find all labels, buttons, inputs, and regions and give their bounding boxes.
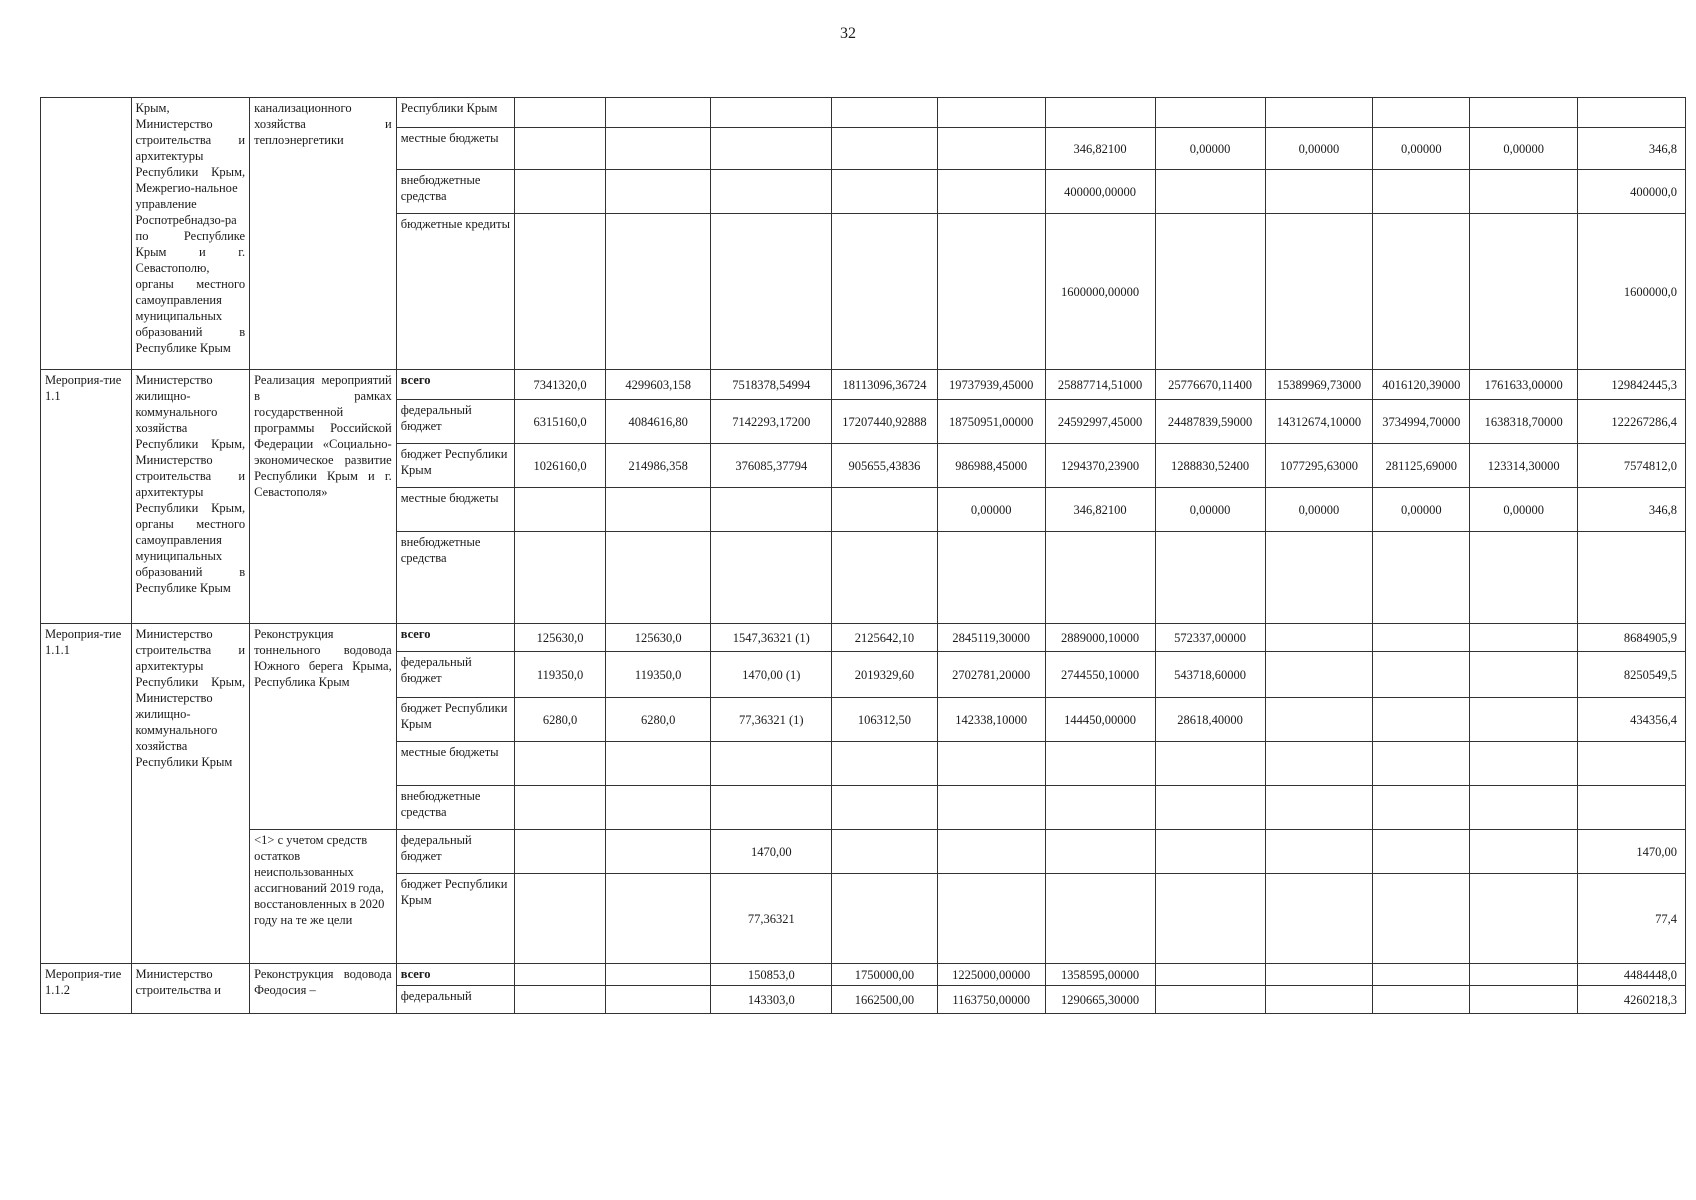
value-cell <box>711 786 832 830</box>
value-cell <box>1373 170 1470 214</box>
funding-source-cell: бюджет Республики Крым <box>396 874 515 964</box>
value-cell <box>1265 830 1373 874</box>
value-cell <box>1045 742 1155 786</box>
value-cell <box>605 488 711 532</box>
value-cell <box>937 128 1045 170</box>
value-cell: 4084616,80 <box>605 400 711 444</box>
value-cell <box>1155 742 1265 786</box>
funding-source-cell: всего <box>396 624 515 652</box>
value-cell <box>1155 830 1265 874</box>
value-cell: 77,36321 (1) <box>711 698 832 742</box>
value-cell: 346,8 <box>1578 128 1686 170</box>
value-cell: 1358595,00000 <box>1045 964 1155 986</box>
value-cell <box>1470 170 1578 214</box>
value-cell <box>515 986 606 1014</box>
note-cell: <1> с учетом средств остатков неиспользованных ассигнований 2019 года, восстановленных в 2020 году на те же цели <box>250 830 397 964</box>
value-cell: 4016120,39000 <box>1373 370 1470 400</box>
value-cell <box>937 532 1045 624</box>
value-cell <box>937 786 1045 830</box>
value-cell <box>1373 786 1470 830</box>
value-cell <box>711 128 832 170</box>
value-cell <box>1470 986 1578 1014</box>
value-cell: 1026160,0 <box>515 444 606 488</box>
value-cell <box>1265 624 1373 652</box>
value-cell: 7574812,0 <box>1578 444 1686 488</box>
value-cell <box>832 214 938 370</box>
value-cell <box>1470 98 1578 128</box>
value-cell <box>515 786 606 830</box>
value-cell <box>1265 874 1373 964</box>
value-cell: 144450,00000 <box>1045 698 1155 742</box>
value-cell <box>937 874 1045 964</box>
value-cell: 17207440,92888 <box>832 400 938 444</box>
value-cell: 7341320,0 <box>515 370 606 400</box>
value-cell <box>605 964 711 986</box>
executor-cell: Крым, Министерство строительства и архитектуры Республики Крым, Межрегио-нальное управление Роспотребнадзо-ра по Республике Крым и г. Севастополю, органы местного самоуправления муниципальных образований в Республике Крым <box>131 98 250 370</box>
value-cell: 4299603,158 <box>605 370 711 400</box>
value-cell <box>1045 98 1155 128</box>
funding-source-cell: бюджет Республики Крым <box>396 698 515 742</box>
value-cell: 123314,30000 <box>1470 444 1578 488</box>
value-cell <box>605 214 711 370</box>
value-cell: 3734994,70000 <box>1373 400 1470 444</box>
value-cell: 346,8 <box>1578 488 1686 532</box>
value-cell: 0,00000 <box>1155 128 1265 170</box>
value-cell <box>832 170 938 214</box>
value-cell <box>1373 742 1470 786</box>
value-cell <box>515 98 606 128</box>
executor-cell: Министерство жилищно-коммунального хозяйства Республики Крым, Министерство строительства и архитектуры Республики Крым, органы местного самоуправления муниципальных образований в Республике Крым <box>131 370 250 624</box>
budget-table <box>40 97 1686 1014</box>
value-cell <box>937 170 1045 214</box>
description-cell: канализационного хозяйства и теплоэнергетики <box>250 98 397 370</box>
value-cell <box>515 214 606 370</box>
value-cell: 4484448,0 <box>1578 964 1686 986</box>
funding-source-cell: местные бюджеты <box>396 128 515 170</box>
value-cell: 2702781,20000 <box>937 652 1045 698</box>
value-cell: 400000,00000 <box>1045 170 1155 214</box>
value-cell: 77,4 <box>1578 874 1686 964</box>
value-cell <box>1470 652 1578 698</box>
value-cell: 122267286,4 <box>1578 400 1686 444</box>
value-cell <box>1373 624 1470 652</box>
value-cell: 400000,0 <box>1578 170 1686 214</box>
table-row <box>41 964 1686 986</box>
measure-cell: Мероприя-тие 1.1.1 <box>41 624 132 964</box>
value-cell <box>937 830 1045 874</box>
value-cell: 1750000,00 <box>832 964 938 986</box>
value-cell <box>1045 830 1155 874</box>
value-cell: 1470,00 <box>1578 830 1686 874</box>
value-cell <box>832 786 938 830</box>
value-cell <box>515 964 606 986</box>
value-cell <box>605 986 711 1014</box>
value-cell <box>605 170 711 214</box>
value-cell: 0,00000 <box>1265 488 1373 532</box>
value-cell: 125630,0 <box>515 624 606 652</box>
value-cell: 1600000,0 <box>1578 214 1686 370</box>
value-cell: 150853,0 <box>711 964 832 986</box>
value-cell <box>711 170 832 214</box>
funding-source-cell: Республики Крым <box>396 98 515 128</box>
value-cell <box>515 128 606 170</box>
value-cell: 1163750,00000 <box>937 986 1045 1014</box>
value-cell <box>832 742 938 786</box>
value-cell <box>515 830 606 874</box>
value-cell <box>605 830 711 874</box>
value-cell <box>1265 786 1373 830</box>
value-cell: 1225000,00000 <box>937 964 1045 986</box>
value-cell: 986988,45000 <box>937 444 1045 488</box>
value-cell <box>1373 98 1470 128</box>
value-cell: 0,00000 <box>1470 128 1578 170</box>
executor-cell: Министерство строительства и <box>131 964 250 1014</box>
value-cell: 2744550,10000 <box>1045 652 1155 698</box>
value-cell <box>1373 214 1470 370</box>
value-cell: 18750951,00000 <box>937 400 1045 444</box>
value-cell <box>1373 830 1470 874</box>
executor-cell: Министерство строительства и архитектуры Республики Крым, Министерство жилищно-коммунального хозяйства Республики Крым <box>131 624 250 964</box>
description-cell: Реконструкция тоннельного водовода Южного берега Крыма, Республика Крым <box>250 624 397 830</box>
value-cell: 106312,50 <box>832 698 938 742</box>
value-cell <box>937 742 1045 786</box>
value-cell: 905655,43836 <box>832 444 938 488</box>
funding-source-cell: федеральный бюджет <box>396 400 515 444</box>
value-cell: 142338,10000 <box>937 698 1045 742</box>
value-cell: 376085,37794 <box>711 444 832 488</box>
value-cell <box>1373 652 1470 698</box>
value-cell <box>1470 532 1578 624</box>
value-cell <box>1373 986 1470 1014</box>
value-cell: 15389969,73000 <box>1265 370 1373 400</box>
value-cell: 1638318,70000 <box>1470 400 1578 444</box>
value-cell: 0,00000 <box>937 488 1045 532</box>
value-cell <box>605 532 711 624</box>
value-cell <box>1265 652 1373 698</box>
value-cell <box>1265 964 1373 986</box>
value-cell <box>1155 964 1265 986</box>
measure-cell: Мероприя-тие 1.1.2 <box>41 964 132 1014</box>
value-cell: 0,00000 <box>1265 128 1373 170</box>
table-row <box>41 624 1686 652</box>
value-cell: 119350,0 <box>515 652 606 698</box>
table-row <box>41 98 1686 128</box>
value-cell <box>1045 532 1155 624</box>
page-number: 32 <box>840 25 856 42</box>
value-cell: 2889000,10000 <box>1045 624 1155 652</box>
value-cell <box>1373 532 1470 624</box>
value-cell <box>515 488 606 532</box>
value-cell: 18113096,36724 <box>832 370 938 400</box>
value-cell: 1662500,00 <box>832 986 938 1014</box>
value-cell <box>1578 786 1686 830</box>
value-cell: 1600000,00000 <box>1045 214 1155 370</box>
value-cell: 1290665,30000 <box>1045 986 1155 1014</box>
funding-source-cell: федеральный <box>396 986 515 1014</box>
value-cell <box>1155 98 1265 128</box>
value-cell <box>605 742 711 786</box>
value-cell <box>1265 698 1373 742</box>
table-row <box>41 830 1686 874</box>
value-cell <box>605 786 711 830</box>
value-cell: 346,82100 <box>1045 488 1155 532</box>
value-cell: 1470,00 (1) <box>711 652 832 698</box>
value-cell: 1470,00 <box>711 830 832 874</box>
value-cell: 1288830,52400 <box>1155 444 1265 488</box>
value-cell <box>1578 98 1686 128</box>
value-cell <box>1373 874 1470 964</box>
value-cell: 1547,36321 (1) <box>711 624 832 652</box>
value-cell <box>1155 532 1265 624</box>
value-cell: 8684905,9 <box>1578 624 1686 652</box>
value-cell <box>711 214 832 370</box>
value-cell: 7518378,54994 <box>711 370 832 400</box>
funding-source-cell: внебюджетные средства <box>396 170 515 214</box>
value-cell <box>605 128 711 170</box>
table-row <box>41 370 1686 400</box>
value-cell <box>1373 698 1470 742</box>
value-cell <box>605 874 711 964</box>
value-cell: 28618,40000 <box>1155 698 1265 742</box>
value-cell <box>832 874 938 964</box>
value-cell: 6280,0 <box>605 698 711 742</box>
value-cell: 119350,0 <box>605 652 711 698</box>
value-cell <box>1265 170 1373 214</box>
funding-source-cell: местные бюджеты <box>396 488 515 532</box>
value-cell <box>1155 170 1265 214</box>
value-cell: 6315160,0 <box>515 400 606 444</box>
value-cell <box>1470 214 1578 370</box>
value-cell: 572337,00000 <box>1155 624 1265 652</box>
value-cell: 0,00000 <box>1373 488 1470 532</box>
funding-source-cell: всего <box>396 964 515 986</box>
value-cell: 2019329,60 <box>832 652 938 698</box>
value-cell <box>1265 98 1373 128</box>
value-cell: 24487839,59000 <box>1155 400 1265 444</box>
funding-source-cell: федеральный бюджет <box>396 652 515 698</box>
value-cell: 346,82100 <box>1045 128 1155 170</box>
value-cell: 1761633,00000 <box>1470 370 1578 400</box>
value-cell: 14312674,10000 <box>1265 400 1373 444</box>
value-cell <box>1373 964 1470 986</box>
value-cell <box>832 488 938 532</box>
funding-source-cell: местные бюджеты <box>396 742 515 786</box>
value-cell <box>1470 874 1578 964</box>
value-cell: 143303,0 <box>711 986 832 1014</box>
value-cell: 543718,60000 <box>1155 652 1265 698</box>
description-cell: Реализация мероприятий в рамках государственной программы Российской Федерации «Социально-экономическое развитие Республики Крым и г. Севастополя» <box>250 370 397 624</box>
value-cell <box>1578 532 1686 624</box>
value-cell <box>1155 986 1265 1014</box>
value-cell <box>832 532 938 624</box>
description-cell: Реконструкция водовода Феодосия – <box>250 964 397 1014</box>
value-cell: 2845119,30000 <box>937 624 1045 652</box>
funding-source-cell: внебюджетные средства <box>396 532 515 624</box>
value-cell <box>1155 786 1265 830</box>
value-cell: 6280,0 <box>515 698 606 742</box>
value-cell: 0,00000 <box>1155 488 1265 532</box>
value-cell <box>1265 742 1373 786</box>
value-cell: 19737939,45000 <box>937 370 1045 400</box>
value-cell <box>832 98 938 128</box>
value-cell: 1077295,63000 <box>1265 444 1373 488</box>
value-cell <box>1155 214 1265 370</box>
funding-source-cell: внебюджетные средства <box>396 786 515 830</box>
value-cell <box>1265 986 1373 1014</box>
value-cell <box>832 128 938 170</box>
value-cell: 434356,4 <box>1578 698 1686 742</box>
value-cell <box>711 532 832 624</box>
value-cell <box>1155 874 1265 964</box>
value-cell: 24592997,45000 <box>1045 400 1155 444</box>
value-cell <box>711 742 832 786</box>
value-cell <box>937 98 1045 128</box>
value-cell <box>711 488 832 532</box>
value-cell <box>515 742 606 786</box>
value-cell: 1294370,23900 <box>1045 444 1155 488</box>
value-cell <box>515 874 606 964</box>
value-cell <box>1470 786 1578 830</box>
value-cell: 281125,69000 <box>1373 444 1470 488</box>
value-cell <box>1470 742 1578 786</box>
value-cell <box>605 98 711 128</box>
value-cell: 25776670,11400 <box>1155 370 1265 400</box>
value-cell <box>1470 964 1578 986</box>
value-cell <box>1045 786 1155 830</box>
value-cell: 2125642,10 <box>832 624 938 652</box>
funding-source-cell: всего <box>396 370 515 400</box>
value-cell <box>1470 698 1578 742</box>
measure-cell <box>41 98 132 370</box>
funding-source-cell: бюджетные кредиты <box>396 214 515 370</box>
value-cell: 8250549,5 <box>1578 652 1686 698</box>
value-cell <box>515 532 606 624</box>
value-cell: 4260218,3 <box>1578 986 1686 1014</box>
value-cell <box>1045 874 1155 964</box>
funding-source-cell: бюджет Республики Крым <box>396 444 515 488</box>
value-cell <box>937 214 1045 370</box>
value-cell <box>1470 624 1578 652</box>
funding-source-cell: федеральный бюджет <box>396 830 515 874</box>
value-cell: 25887714,51000 <box>1045 370 1155 400</box>
value-cell: 77,36321 <box>711 874 832 964</box>
value-cell <box>1578 742 1686 786</box>
value-cell <box>832 830 938 874</box>
value-cell: 214986,358 <box>605 444 711 488</box>
value-cell: 0,00000 <box>1373 128 1470 170</box>
value-cell <box>515 170 606 214</box>
value-cell <box>1265 214 1373 370</box>
value-cell <box>1470 830 1578 874</box>
value-cell: 0,00000 <box>1470 488 1578 532</box>
value-cell: 129842445,3 <box>1578 370 1686 400</box>
measure-cell: Мероприя-тие 1.1 <box>41 370 132 624</box>
value-cell: 7142293,17200 <box>711 400 832 444</box>
value-cell: 125630,0 <box>605 624 711 652</box>
value-cell <box>1265 532 1373 624</box>
value-cell <box>711 98 832 128</box>
